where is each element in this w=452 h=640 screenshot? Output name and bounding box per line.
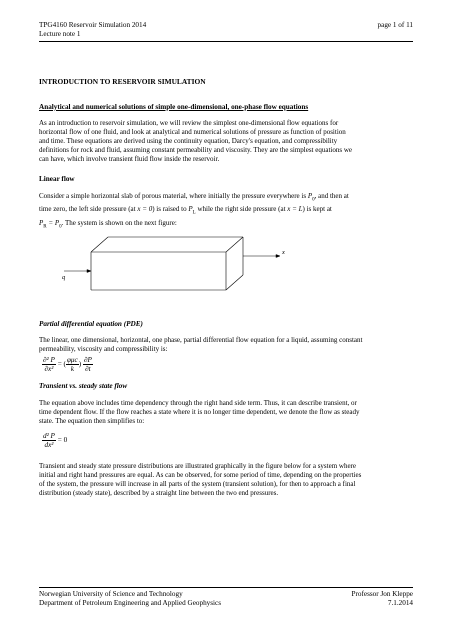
text-run: , and then at [314, 192, 349, 200]
x-arrow-head [276, 255, 280, 258]
intro-line: horizontal flow of one fluid, and look at analytical and numerical solutions of pressure as function of position [39, 128, 346, 137]
eq-denominator: ∂x² [44, 365, 54, 373]
transient-line: The equation above includes time dependency through the right hand side term. Thus, it can describe transient, or [39, 399, 357, 407]
math-var: P [188, 205, 193, 214]
slab-edge [91, 237, 108, 252]
page-footer [39, 590, 413, 608]
department-name: Department of Petroleum Engineering and Applied Geophysics [39, 599, 222, 607]
pde-line: The linear, one dimensional, horizontal, one phase, partial differential flow equation for a liquid, assuming constant [39, 336, 363, 344]
eq-numerator: ∂P [83, 356, 92, 364]
eq-numerator: ∂² P [43, 356, 55, 364]
section-heading-pde: Partial differential equation (PDE) [39, 320, 143, 328]
footer-right [352, 590, 413, 608]
document-title: INTRODUCTION TO RESERVOIR SIMULATION [39, 77, 206, 86]
intro-line: can have, which involve transient fluid flow inside the reservoir. [39, 155, 220, 164]
eq-fraction [42, 432, 56, 449]
eq-coef-fraction [66, 356, 82, 373]
q-arrow-head [87, 270, 91, 273]
text-run: ) is raised to [152, 205, 189, 214]
eq-numerator: d² P [43, 432, 55, 440]
text-run: ) is kept at [302, 205, 332, 214]
x-axis-label: x [282, 249, 285, 256]
transient-after-paragraph [39, 462, 413, 498]
section-heading-transient: Transient vs. steady state flow [39, 382, 128, 390]
section-heading-linear-flow: Linear flow [39, 175, 75, 183]
eq-denominator: k [70, 365, 74, 373]
math-expr: x = L [287, 205, 303, 214]
transient-after-line: Transient and steady state pressure distributions are illustrated graphically in the figure below for a system where [39, 462, 356, 470]
page-number: page 1 of 11 [377, 21, 413, 29]
transient-after-line: distribution (steady state), described by a straight line between the two end pressures. [39, 489, 279, 498]
math-expr: x = 0 [137, 205, 153, 214]
slab-edge [226, 237, 243, 252]
eq-rhs: = 0 [57, 436, 68, 445]
math-sub: 0 [59, 224, 62, 230]
text-run: time zero, the left side pressure (at [39, 205, 138, 214]
math-sub: 0 [312, 197, 315, 203]
steady-state-equation [42, 432, 67, 449]
pde-paragraph [39, 336, 413, 354]
pde-line: permeability, viscosity and compressibility is: [39, 345, 168, 354]
x-axis-arrow [243, 255, 280, 258]
math-var: P [307, 192, 313, 200]
slab-edge [226, 275, 243, 290]
transient-after-line: initial and right hand pressures are equal. As can be observed, for some period of time, depending on the properties [39, 471, 362, 480]
intro-line: definitions for rock and fluid, assuming constant permeability and viscosity. They are the simplest equations we [39, 146, 352, 155]
math-sub: R [43, 224, 47, 230]
course-title: TPG4160 Reservoir Simulation 2014 [39, 21, 147, 29]
eq-denominator: dx² [44, 441, 54, 449]
document-date: 7.1.2014 [387, 599, 413, 607]
transient-line: time dependent flow. If the flow reaches a state where it is no longer time dependent, we denote the flow as steady [39, 408, 360, 417]
eq-lhs-fraction [42, 356, 56, 373]
footer-rule [39, 587, 413, 588]
intro-line: and time. These equations are derived using the continuity equation, Darcy's equation, and compressibility [39, 137, 338, 146]
transient-paragraph [39, 399, 413, 426]
text-run: . The system is shown on the next figure: [61, 218, 177, 227]
eq-numerator: φμc [66, 356, 78, 364]
lecture-note-label: Lecture note 1 [39, 30, 81, 38]
eq-paren: ) [78, 360, 82, 369]
slab-box [91, 237, 243, 290]
q-label: q [62, 274, 66, 281]
intro-line: As an introduction to reservoir simulation, we will review the simplest one-dimensional flow equations for [39, 119, 339, 127]
math-expr: = P [46, 218, 60, 227]
math-var: P [39, 218, 44, 227]
math-sub: L [192, 210, 196, 216]
q-flow-arrow [64, 270, 91, 273]
transient-line: state. The equation then simplifies to: [39, 417, 145, 426]
eq-rhs-fraction [83, 356, 93, 373]
university-name: Norwegian University of Science and Technology [39, 590, 183, 598]
section-heading-solutions: Analytical and numerical solutions of simple one-dimensional, one-phase flow equations [39, 103, 309, 111]
author-name: Professor Jon Kleppe [351, 590, 413, 598]
eq-equals: = ( [57, 360, 66, 369]
eq-denominator: ∂t [85, 365, 91, 373]
text-run: Consider a simple horizontal slab of porous material, where initially the pressure everywhere is [39, 192, 308, 200]
pde-equation [42, 356, 93, 373]
text-run: while the right side pressure (at [195, 205, 288, 214]
transient-after-line: of the system, the pressure will increase in all parts of the system (transient solution), for then to approach a final [39, 480, 356, 489]
